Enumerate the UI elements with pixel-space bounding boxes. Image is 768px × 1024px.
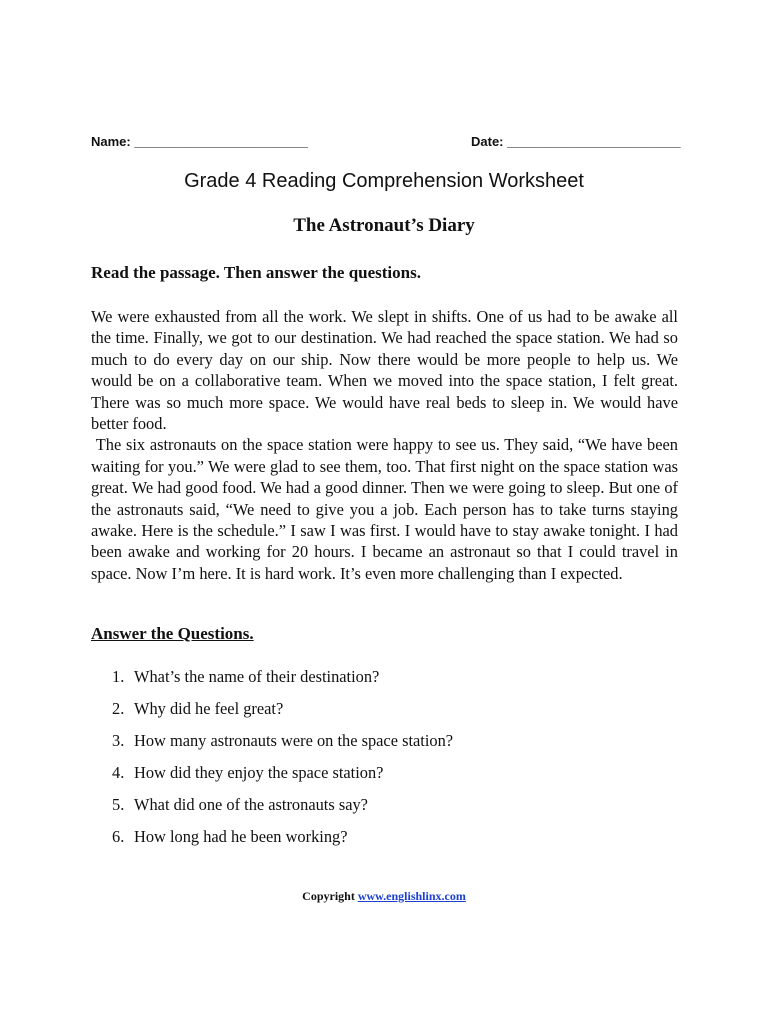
question-number: 6. (112, 827, 125, 846)
copyright-footer (0, 889, 768, 904)
question-number: 4. (112, 763, 125, 782)
question-text: What’s the name of their destination? (134, 667, 380, 686)
passage-paragraph-1: We were exhausted from all the work. We slept in shifts. One of us had to be awake all the time. Finally, we got to our destination. We had reached the space station. We had so much to do every day on our ship. Now there would be more people to help us. We would be on a collaborative team. When we moved into the space station, I felt great. There was so much more space. We would have real beds to sleep in. We would have better food. (91, 307, 678, 434)
question-item (112, 761, 453, 793)
copyright-link[interactable]: www.englishlinx.com (357, 889, 466, 903)
question-number: 5. (112, 795, 125, 814)
question-number: 1. (112, 667, 125, 686)
question-list (112, 665, 453, 857)
question-text: What did one of the astronauts say? (134, 795, 368, 814)
question-text: How did they enjoy the space station? (134, 763, 384, 782)
name-field: Name: ________________________ (91, 134, 308, 149)
passage-paragraph-2: The six astronauts on the space station were happy to see us. They said, “We have been waiting for you.” We were glad to see them, too. That first night on the space station was great. We had good food. We had a good dinner. Then we were going to sleep. But one of the astronauts said, “We need to give you a job. Each person has to take turns staying awake. Here is the schedule.” I saw I was first. I would have to stay awake tonight. I had been awake and working for 20 hours. I became an astronaut so that I could travel in space. Now I’m here. It is hard work. It’s even more challenging than I expected. (91, 435, 683, 583)
question-number: 2. (112, 699, 125, 718)
header-row (91, 134, 681, 154)
date-field: Date: ________________________ (471, 134, 681, 149)
question-text: How long had he been working? (134, 827, 348, 846)
question-item (112, 665, 453, 697)
story-title: The Astronaut’s Diary (293, 215, 475, 236)
copyright-label: Copyright (302, 889, 355, 903)
instructions: Read the passage. Then answer the questions. (91, 263, 421, 282)
reading-passage (91, 306, 683, 584)
answer-heading: Answer the Questions. (91, 624, 254, 643)
question-item (112, 729, 453, 761)
question-item (112, 697, 453, 729)
page-title: Grade 4 Reading Comprehension Worksheet (184, 170, 584, 192)
question-text: How many astronauts were on the space station? (134, 731, 454, 750)
question-item (112, 825, 453, 857)
question-number: 3. (112, 731, 125, 750)
question-text: Why did he feel great? (134, 699, 284, 718)
question-item (112, 793, 453, 825)
